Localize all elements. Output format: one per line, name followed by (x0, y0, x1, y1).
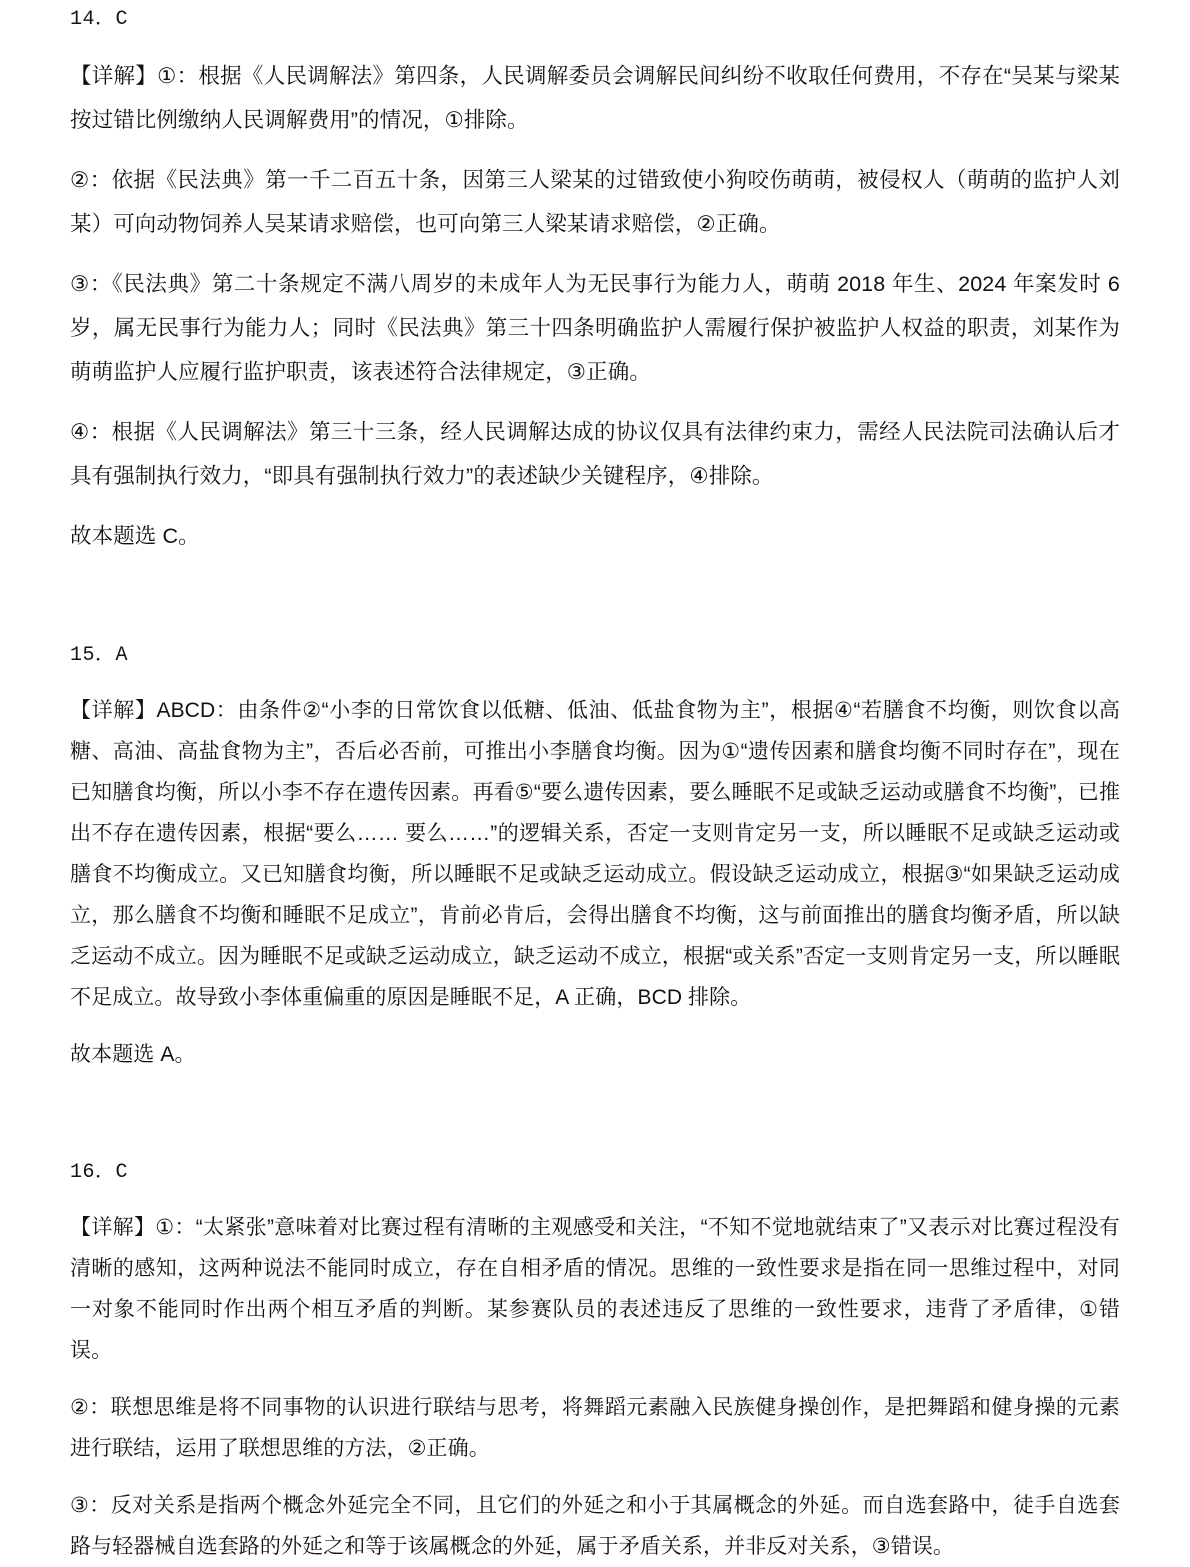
conclusion-15: 故本题选 A。 (70, 1043, 196, 1066)
spacer (70, 142, 1120, 158)
explanation-paragraph-14-1: 【详解】①：根据《人民调解法》第四条，人民调解委员会调解民间纠纷不收取任何费用，不存在“吴某与梁某按过错比例缴纳人民调解费用”的情况，①排除。 (70, 64, 1120, 132)
spacer (70, 394, 1120, 410)
spacer (70, 1018, 1120, 1034)
question-block-15 (70, 644, 1120, 1075)
question-number-14: 14．C (70, 8, 129, 31)
section-spacer-15-16 (70, 1075, 1120, 1161)
spacer (70, 498, 1120, 514)
explanation-paragraph-15-1: 【详解】ABCD：由条件②“小李的日常饮食以低糖、低油、低盐食物为主”，根据④“若膳食不均衡，则饮食以高糖、高油、高盐食物为主”，否后必否前，可推出小李膳食均衡。因为①“遗传因素和膳食均衡不同时存在”，现在已知膳食均衡，所以小李不存在遗传因素。再看⑤“要么遗传因素，要么睡眠不足或缺乏运动或膳食不均衡”，已推出不存在遗传因素，根据“要么…… 要么……”的逻辑关系，否定一支则肯定另一支，所以睡眠不足或缺乏运动或膳食不均衡成立。又已知膳食均衡，所以睡眠不足或缺乏运动成立。假设缺乏运动成立，根据③“如果缺乏运动成立，那么膳食不均衡和睡眠不足成立”，肯前必肯后，会得出膳食不均衡，这与前面推出的膳食均衡矛盾，所以缺乏运动不成立。因为睡眠不足或缺乏运动成立，缺乏运动不成立，根据“或关系”否定一支则肯定另一支，所以睡眠不足成立。故导致小李体重偏重的原因是睡眠不足，A 正确，BCD 排除。 (70, 699, 1120, 1009)
explanation-paragraph-16-1: 【详解】①：“太紧张”意味着对比赛过程有清晰的主观感受和关注，“不知不觉地就结束了”又表示对比赛过程没有清晰的感知，这两种说法不能同时成立，存在自相矛盾的情况。思维的一致性要求是指在同一思维过程中，对同一对象不能同时作出两个相互矛盾的判断。某参赛队员的表述违反了思维的一致性要求，违背了矛盾律，①错误。 (70, 1216, 1120, 1362)
explanation-paragraph-14-2: ②：依据《民法典》第一千二百五十条，因第三人梁某的过错致使小狗咬伤萌萌，被侵权人（萌萌的监护人刘某）可向动物饲养人吴某请求赔偿，也可向第三人梁某请求赔偿，②正确。 (70, 168, 1120, 236)
spacer (70, 1185, 1120, 1207)
spacer (70, 1469, 1120, 1485)
question-block-16 (70, 1161, 1120, 1567)
section-spacer-14-15 (70, 558, 1120, 644)
explanation-paragraph-16-3: ③：反对关系是指两个概念外延完全不同，且它们的外延之和小于其属概念的外延。而自选套路中，徒手自选套路与轻器械自选套路的外延之和等于该属概念的外延，属于矛盾关系，并非反对关系，③错误。 (70, 1494, 1120, 1558)
explanation-paragraph-16-2: ②：联想思维是将不同事物的认识进行联结与思考，将舞蹈元素融入民族健身操创作，是把舞蹈和健身操的元素进行联结，运用了联想思维的方法，②正确。 (70, 1396, 1120, 1460)
question-number-16: 16．C (70, 1161, 129, 1184)
spacer (70, 246, 1120, 262)
question-block-14 (70, 8, 1120, 558)
spacer (70, 1371, 1120, 1387)
explanation-paragraph-14-3: ③：《民法典》第二十条规定不满八周岁的未成年人为无民事行为能力人，萌萌 2018 年生、2024 年案发时 6 岁，属无民事行为能力人；同时《民法典》第三十四条明确监护人需履行保护被监护人权益的职责，刘某作为萌萌监护人应履行监护职责，该表述符合法律规定，③正确。 (70, 272, 1120, 384)
explanation-paragraph-14-4: ④：根据《人民调解法》第三十三条，经人民调解达成的协议仅具有法律约束力，需经人民法院司法确认后才具有强制执行效力，“即具有强制执行效力”的表述缺少关键程序，④排除。 (70, 420, 1120, 488)
spacer (70, 32, 1120, 54)
question-number-15: 15．A (70, 644, 129, 667)
conclusion-14: 故本题选 C。 (70, 524, 200, 548)
spacer (70, 668, 1120, 690)
top-spacer (70, 0, 1120, 8)
